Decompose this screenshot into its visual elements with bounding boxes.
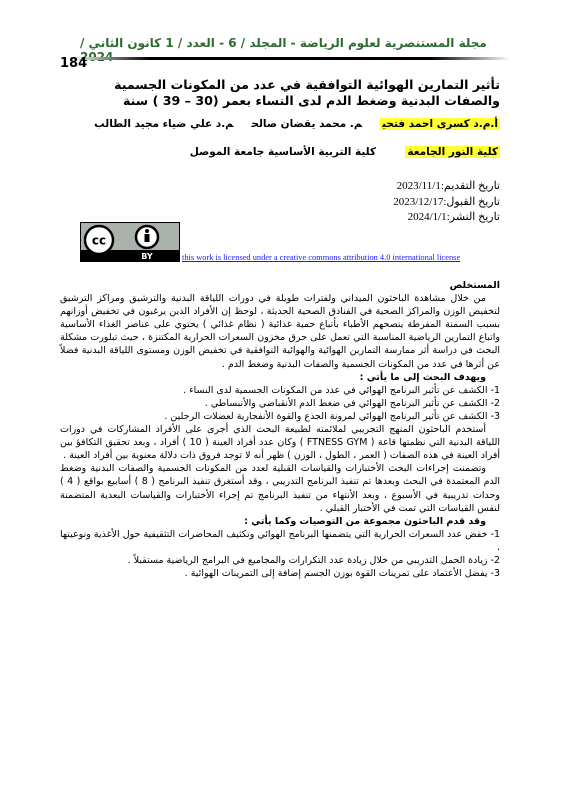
cc-by-logo xyxy=(81,223,179,261)
affiliation-1: كلية النور الجامعة xyxy=(407,146,498,158)
license-link[interactable]: this work is licensed under a creative commons attribution 4.0 international license xyxy=(182,253,461,262)
header-divider xyxy=(70,57,510,60)
author-list xyxy=(60,118,500,130)
page-number: 184 xyxy=(60,56,88,71)
by-badge-text: BY xyxy=(141,252,153,261)
aims-heading: ويهدف البحث إلى ما يأتي : xyxy=(359,371,486,383)
abstract-paragraph-3: وتضمنت إجراءات البحث الأختبارات والقياسات القبلية لعدد من المكونات الجسمية والصفات البدنية وضغط الدم المعتمدة في البحث وبعدها تم تنفيذ البرنامج التدريبي ، وقد أستغرق تنفيذ البرنامج ( 8 ) أسابيع بواقع ( 4 ) وحدات تدريبية في الأسبوع ، وبعد الأنتهاء من تنفيذ البرنامج تم إجراء الأختبارات والقياسات البعدية المتضمنة لنفس القياسات التي تمت في الأختبار القبلي . xyxy=(60,463,500,514)
aim-item: 3- الكشف عن تأثير البرنامج الهوائي لمرونة الجذع والقوة الأنفجارية لعضلات الرجلين . xyxy=(164,410,500,422)
cc-license-badge xyxy=(80,222,180,262)
abstract-paragraph-1: من خلال مشاهدة الباحثون الميداني ولفترات طويلة في دورات اللياقة البدنية والترشيق ومراكز الترشيق لتخفيض الوزن والمراكز الصحية في الفنادق الصحية الحديثة ، لوحظ إن الأفراد الذين يرغبون في تخفيض أوزانهم بسبب السمنة المفرطة ينصحهم الأطباء بأتباع حمية غذائية ( نظام غذائي ) يحتوي على عناصر الغذاء الأساسية واتباع التمارين الرياضية المناسبة التي تعمل على حرق مخزون السعرات الحرارية المكتنزة ، حيث تبلورت مشكلة البحث في دراسة أثر ممارسة التمارين الهوائية والهوائية التوافقية في تخفيض الوزن ومستوى اللياقة البدنية فضلاً عن أثرها في عدد من المكونات الجسمية والصفات البدنية وضغط الدم . xyxy=(60,293,500,370)
date-submitted: تاريخ التقديم:2023/11/1 xyxy=(396,180,500,192)
affiliation-2: كلية التربية الأساسية جامعة الموصل xyxy=(189,146,376,158)
date-accepted: تاريخ القبول:2023/12/17 xyxy=(393,195,500,208)
journal-header: مجلة المستنصرية لعلوم الرياضة - المجلد / 6 - العدد / 1 كانون الثاني / xyxy=(80,36,487,50)
cc-badge-text: cc xyxy=(91,233,107,248)
author-3: م.د علي ضياء مجيد الطالب xyxy=(94,118,234,130)
recommendation-item: 3- يفضل الأعتماد على تمرينات القوة بوزن الجسم إضافة إلى التمرينات الهوائية . xyxy=(184,568,500,580)
paper-title: تأثير التمارين الهوائية التوافقية في عدد من المكونات الجسمية والصفات البدنية وضغط الدم لدى النساء بعمر (30 – 39 ) سنة xyxy=(114,77,500,108)
author-1: أ.م.د كسرى احمد فتحي xyxy=(382,118,498,130)
abstract xyxy=(60,279,500,580)
recommendation-item: 2- زيادة الحمل التدريبي من خلال زيادة عدد التكرارات والمجاميع في البرامج الرياضية مستقبلاً . xyxy=(127,554,500,566)
abstract-paragraph-2: أستخدم الباحثون المنهج التجريبي لملائمته لطبيعة البحث الذي أجرى على الأفراد المشاركات في دورات اللياقة البدنية التي نظمتها قاعة ( FTNESS GYM ) وكان عدد أفراد العينة ( 10 ) أفراد ، وبعد تحقيق التكافؤ بين أفراد العينة في هذه الصفات ( العمر ، الطول ، الوزن ) ظهر أنه لا توجد فروق ذات دلالة معنوية بين أفراد العينة . xyxy=(60,424,501,462)
recommendations-heading: وقد قدم الباحثون مجموعة من التوصيات وكما يأتي : xyxy=(244,515,486,527)
abstract-heading: المستخلص xyxy=(449,280,500,291)
aim-item: 1- الكشف عن تأثير البرنامج الهوائي في عدد من المكونات الجسمية لدى النساء . xyxy=(183,384,500,396)
author-2: م. محمد يقضان صالح xyxy=(251,118,363,130)
recommendation-item: 1- خفض عدد السعرات الحرارية التي يتضمنها البرنامج الهوائي وتكثيف المحاضرات التثقيفية حول الأغذية ونوعيتها . xyxy=(60,528,500,553)
date-published: تاريخ النشر:2024/1/1 xyxy=(407,211,500,223)
aim-item: 2- الكشف عن تأثير البرنامج الهوائي في ضغط الدم الأنقباضي والأنبساطي . xyxy=(204,397,500,409)
dates-block xyxy=(300,179,500,226)
